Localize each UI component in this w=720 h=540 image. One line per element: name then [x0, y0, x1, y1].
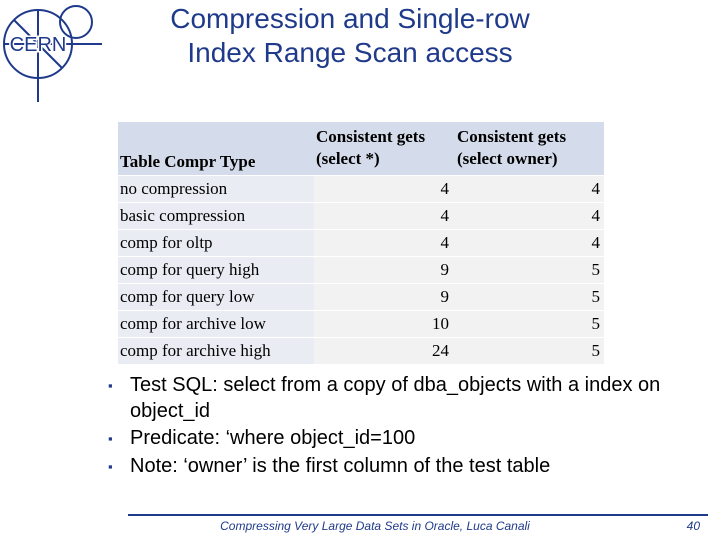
table-row: [118, 338, 604, 365]
table-row: [118, 230, 604, 257]
bullet-marker-icon: ▪: [108, 459, 113, 474]
row-gets-select-owner: 4: [455, 176, 604, 202]
slide-title-line2: Index Range Scan access: [187, 37, 513, 68]
row-gets-select-owner: 5: [455, 338, 604, 364]
cern-logo-text: CERN: [9, 34, 67, 56]
slide-title-line1: Compression and Single-row: [170, 3, 530, 34]
row-type: basic compression: [118, 203, 314, 229]
table-row: [118, 257, 604, 284]
header-consistent-gets-select-owner: [455, 122, 604, 175]
header-col2-line2: (select *): [316, 149, 380, 168]
bullet-marker-icon: ▪: [108, 378, 113, 393]
row-gets-select-all: 10: [314, 311, 455, 337]
row-gets-select-owner: 5: [455, 257, 604, 283]
table-header-row: [118, 122, 604, 176]
row-type: comp for archive low: [118, 311, 314, 337]
list-item: [108, 453, 708, 480]
cern-logo: [2, 2, 102, 102]
table-row: [118, 176, 604, 203]
row-gets-select-all: 9: [314, 284, 455, 310]
footer-divider: [128, 514, 708, 516]
page-number: 40: [686, 519, 700, 533]
footer-caption: Compressing Very Large Data Sets in Oracle, Luca Canali: [220, 519, 530, 533]
compression-table: [118, 122, 604, 365]
row-type: comp for oltp: [118, 230, 314, 256]
row-type: comp for query high: [118, 257, 314, 283]
row-gets-select-all: 4: [314, 176, 455, 202]
bullet-marker-icon: ▪: [108, 431, 113, 446]
table-row: [118, 284, 604, 311]
row-gets-select-owner: 4: [455, 230, 604, 256]
list-item: [108, 425, 708, 452]
row-gets-select-all: 24: [314, 338, 455, 364]
row-gets-select-all: 4: [314, 230, 455, 256]
header-table-compr-type: Table Compr Type: [118, 122, 314, 175]
list-item: [108, 372, 708, 424]
row-gets-select-owner: 4: [455, 203, 604, 229]
bullet-text: Predicate: ‘where object_id=100: [130, 427, 416, 449]
bullet-list: [108, 372, 708, 481]
bullet-text: Test SQL: select from a copy of dba_objects with a index on object_id: [130, 374, 661, 422]
slide-title: [130, 2, 570, 70]
header-consistent-gets-select-all: [314, 122, 455, 175]
row-type: no compression: [118, 176, 314, 202]
table-row: [118, 203, 604, 230]
bullet-text: Note: ‘owner’ is the first column of the test table: [130, 455, 551, 477]
row-gets-select-all: 9: [314, 257, 455, 283]
row-type: comp for archive high: [118, 338, 314, 364]
row-gets-select-owner: 5: [455, 311, 604, 337]
row-gets-select-all: 4: [314, 203, 455, 229]
header-col2-line1: Consistent gets: [316, 127, 426, 146]
header-col3-line2: (select owner): [457, 149, 558, 168]
row-gets-select-owner: 5: [455, 284, 604, 310]
row-type: comp for query low: [118, 284, 314, 310]
header-col3-line1: Consistent gets: [457, 127, 567, 146]
table-row: [118, 311, 604, 338]
